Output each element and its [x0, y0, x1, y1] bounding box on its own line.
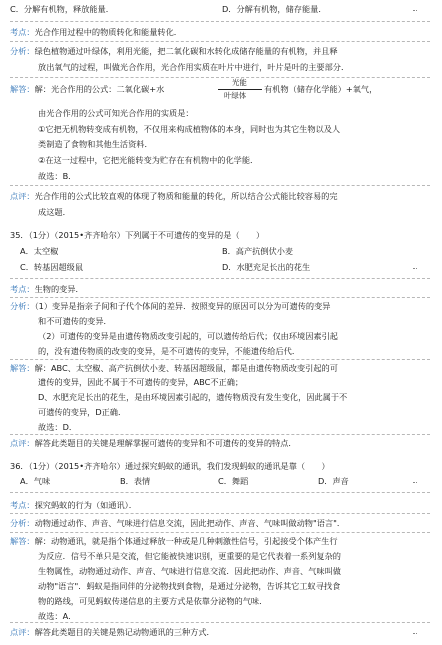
q35-fenxi-line: （2）可遗传的变异是由遗传物质改变引起的，可以遗传给后代；仅由环境因素引起 — [38, 331, 338, 341]
q35-jieda-line: 遗传的变异，因此不属于不可遗传的变异，ABC不正确； — [38, 377, 244, 387]
fenxi-label: 分析： — [10, 301, 35, 311]
kaodian-text: 探究蚂蚁的行为（如通讯）． — [34, 500, 137, 510]
separator-line — [10, 278, 430, 279]
jieda-label: 解答： — [10, 536, 35, 546]
separator-line — [10, 41, 430, 42]
jieda-text: 解：光合作用的公式：二氧化碳+水 — [34, 84, 165, 94]
separator-line — [10, 21, 430, 22]
q36-option-d: D．声音 — [318, 476, 349, 486]
margin-mark — [413, 268, 417, 271]
dianping-label: 点评： — [10, 438, 35, 448]
jieda-text: 解：动物通讯，就是指个体通过释放一种或是几种刺激性信号，引起接受个体产生行 — [34, 536, 338, 546]
dianping-text: 解答此类题目的关键是熟记动物通讯的三种方式． — [34, 627, 215, 637]
q34-fenxi-line: 放出氧气的过程，叫做光合作用，光合作用实质在叶片中进行，叶片是叶的主要部分． — [38, 62, 350, 72]
q36-jieda-line — [10, 536, 338, 547]
margin-mark — [413, 482, 417, 485]
fenxi-label: 分析： — [10, 46, 35, 56]
equation-arrow-line — [218, 89, 262, 90]
q36-option-b: B．表情 — [120, 476, 151, 486]
q36-jieda-line: 故选：A． — [38, 611, 77, 621]
jieda-text: 解：ABC、太空椒、高产抗倒伏小麦、转基因超级鼠，都是由遗传物质改变引起的可 — [34, 363, 338, 373]
separator-line — [10, 622, 430, 623]
kaodian-text: 光合作用过程中的物质转化和能量转化． — [34, 27, 182, 37]
q36-option-a: A．气味 — [20, 476, 51, 486]
q35-fenxi-line: 的，没有遗传物质的改变的变异，是不可遗传的变异，不能遗传给后代． — [38, 346, 301, 356]
q35-dianping-line — [10, 438, 297, 449]
q35-fenxi-line: 和不可遗传的变异． — [38, 316, 112, 326]
q34-jieda-line — [10, 84, 164, 95]
fenxi-label: 分析： — [10, 518, 35, 528]
q34-jieda-line: ②在这一过程中，它把光能转变为贮存在有机物中的化学能． — [38, 155, 259, 165]
q34-dianping-line: 成这题． — [38, 207, 71, 217]
q34-dianping-line — [10, 191, 338, 202]
dianping-label: 点评： — [10, 627, 35, 637]
q34-jieda-line: 有机物（储存化学能）+氧气， — [264, 84, 378, 94]
q36-jieda-line: 动物"语言"．蚂蚁是指同伴的分泌物找到食物，是通过分泌物，告诉其它工蚁寻找食 — [38, 581, 341, 591]
q34-option-d: D．分解有机物，储存能量． — [222, 4, 327, 14]
margin-mark — [413, 10, 417, 13]
q36-option-c: C．舞蹈 — [218, 476, 249, 486]
kaodian-label: 考点： — [10, 27, 35, 37]
q35-option-c: C．转基因超级鼠 — [20, 262, 84, 272]
kaodian-label: 考点： — [10, 500, 35, 510]
q35-jieda-line — [10, 363, 338, 374]
q36-kaodian — [10, 500, 137, 511]
equation-condition-bottom: 叶绿体 — [224, 91, 247, 100]
q36-fenxi-line — [10, 518, 345, 529]
q34-jieda-line: ①它把无机物转变成有机物，不仅用来构成植物体的本身，同时也为其它生物以及人 — [38, 124, 341, 134]
separator-line — [10, 492, 430, 493]
separator-line — [10, 185, 430, 186]
kaodian-label: 考点： — [10, 284, 35, 294]
q35-jieda-line: D、水肥充足长出的花生，是由环境因素引起的，遗传物质没有发生变化，因此属于不 — [38, 392, 348, 402]
q35-kaodian — [10, 284, 84, 295]
jieda-label: 解答： — [10, 84, 35, 94]
margin-mark — [413, 633, 417, 636]
q34-jieda-line: 故选：B． — [38, 171, 77, 181]
q34-kaodian — [10, 27, 182, 38]
q35-option-a: A．太空椒 — [20, 246, 59, 256]
q34-fenxi-line — [10, 46, 338, 57]
q36-dianping-line — [10, 627, 215, 638]
dianping-text: 解答此类题目的关键是理解掌握可遗传的变异和不可遗传的变异的特点． — [34, 438, 297, 448]
q34-jieda-line: 由光合作用的公式可知光合作用的实质是： — [38, 108, 194, 118]
separator-line — [10, 434, 430, 435]
q36-jieda-line: 物的路线，可见蚂蚁传递信息的主要方式是依靠分泌物的气味． — [38, 596, 268, 606]
q34-option-c: C．分解有机物，释放能量． — [10, 4, 114, 14]
separator-line — [10, 513, 430, 514]
separator-line — [10, 359, 430, 360]
separator-line — [10, 532, 430, 533]
q36-jieda-line: 为反应．信号不单只是交流，但它能被快速识别，更重要的是它代表着一系列复杂的 — [38, 551, 341, 561]
jieda-label: 解答： — [10, 363, 35, 373]
q35-stem: 35．（1分）（2015•齐齐哈尔）下列属于不可遗传的变异的是（ ） — [10, 230, 265, 240]
q35-jieda-line: 故选：D． — [38, 422, 78, 432]
q35-option-b: B．高产抗倒伏小麦 — [222, 246, 294, 256]
equation-condition-top: 光能 — [232, 78, 247, 87]
kaodian-text: 生物的变异． — [34, 284, 84, 294]
q35-jieda-line: 可遗传的变异，D正确． — [38, 407, 127, 417]
q36-jieda-line: 生物属性，动物通过动作、声音、气味进行信息交流．因此把动作、声音、气味叫做 — [38, 566, 341, 576]
separator-line — [10, 297, 430, 298]
dianping-label: 点评： — [10, 191, 35, 201]
separator-line — [10, 77, 430, 78]
q35-option-d: D．水肥充足长出的花生 — [222, 262, 311, 272]
q36-stem: 36．（1分）（2015•齐齐哈尔）通过探究蚂蚁的通讯，我们发现蚂蚁的通讯是靠（ ） — [10, 461, 330, 471]
q35-fenxi-line — [10, 301, 330, 312]
fenxi-text: （1）变异是指亲子间和子代个体间的差异．按照变异的原因可以分为可遗传的变异 — [34, 301, 331, 311]
fenxi-text: 动物通过动作、声音、气味进行信息交流，因此把动作、声音、气味叫做动物"语言"． — [34, 518, 346, 528]
fenxi-text: 绿色植物通过叶绿体，利用光能，把二氧化碳和水转化成储存能量的有机物，并且释 — [34, 46, 338, 56]
q34-jieda-line: 类制造了食物和其他生活资料． — [38, 139, 153, 149]
dianping-text: 光合作用的公式比较直观的体现了物质和能量的转化，所以结合公式能比较容易的完 — [34, 191, 338, 201]
